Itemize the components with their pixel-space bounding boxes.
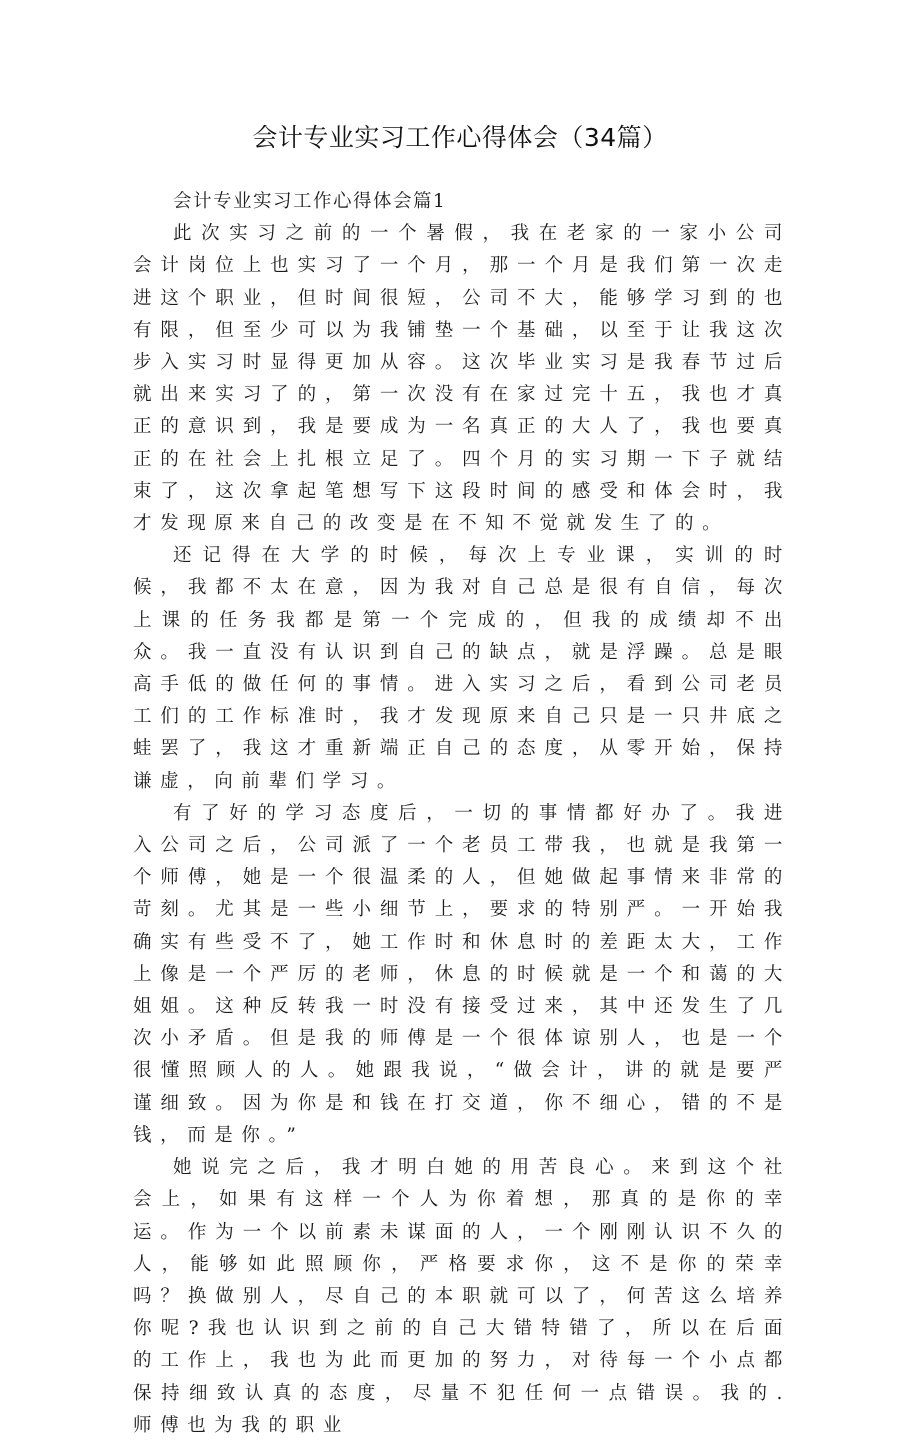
paragraph-2: 还记得在大学的时候，每次上专业课，实训的时候，我都不太在意，因为我对自己总是很有自信，每次上课的任务我都是第一个完成的，但我的成绩却不出众。我一直没有认识到自己的缺点，就是浮躁。总是眼高手低的做任何的事情。进入实习之后，看到公司老员工们的工作标准时，我才发现原来自己只是一只井底之蛙罢了，我这才重新端正自己的态度，从零开始，保持谦虚，向前辈们学习。 — [133, 545, 791, 792]
document-title: 会计专业实习工作心得体会（34篇） — [252, 123, 668, 152]
document-body — [133, 186, 791, 1442]
paragraph-1: 此次实习之前的一个暑假，我在老家的一家小公司会计岗位上也实习了一个月，那一个月是我们第一次走进这个职业，但时间很短，公司不大，能够学习到的也有限，但至少可以为我铺垫一个基础，以至于让我这次步入实习时显得更加从容。这次毕业实习是我春节过后就出来实习了的，第一次没有在家过完十五，我也才真正的意识到，我是要成为一名真正的大人了，我也要真正的在社会上扎根立足了。四个月的实习期一下子就结束了，这次拿起笔想写下这段时间的感受和体会时，我才发现原来自己的改变是在不知不觉就发生了的。 — [133, 223, 791, 535]
section-heading: 会计专业实习工作心得体会篇1 — [173, 191, 447, 212]
paragraph-4: 她说完之后，我才明白她的用苦良心。来到这个社会上，如果有这样一个人为你着想，那真的是你的幸运。作为一个以前素未谋面的人，一个刚刚认识不久的人，能够如此照顾你，严格要求你，这不是你的荣幸吗？换做别人，尽自己的本职就可以了，何苦这么培养你呢?我也认识到之前的自己大错特错了，所以在后面的工作上，我也为此而更加的努力，对待每一个小点都保持细致认真的态度，尽量不犯任何一点错误。我的.师傅也为我的职业 — [133, 1157, 791, 1436]
paragraph-3: 有了好的学习态度后，一切的事情都好办了。我进入公司之后，公司派了一个老员工带我，也就是我第一个师傅，她是一个很温柔的人，但她做起事情来非常的苛刻。尤其是一些小细节上，要求的特别严。一开始我确实有些受不了，她工作时和休息时的差距太大，工作上像是一个严厉的老师，休息的时候就是一个和蔼的大姐姐。这种反转我一时没有接受过来，其中还发生了几次小矛盾。但是我的师傅是一个很体谅别人，也是一个很懂照顾人的人。她跟我说，“做会计，讲的就是要严谨细致。因为你是和钱在打交道，你不细心，错的不是钱，而是你。” — [133, 802, 791, 1146]
